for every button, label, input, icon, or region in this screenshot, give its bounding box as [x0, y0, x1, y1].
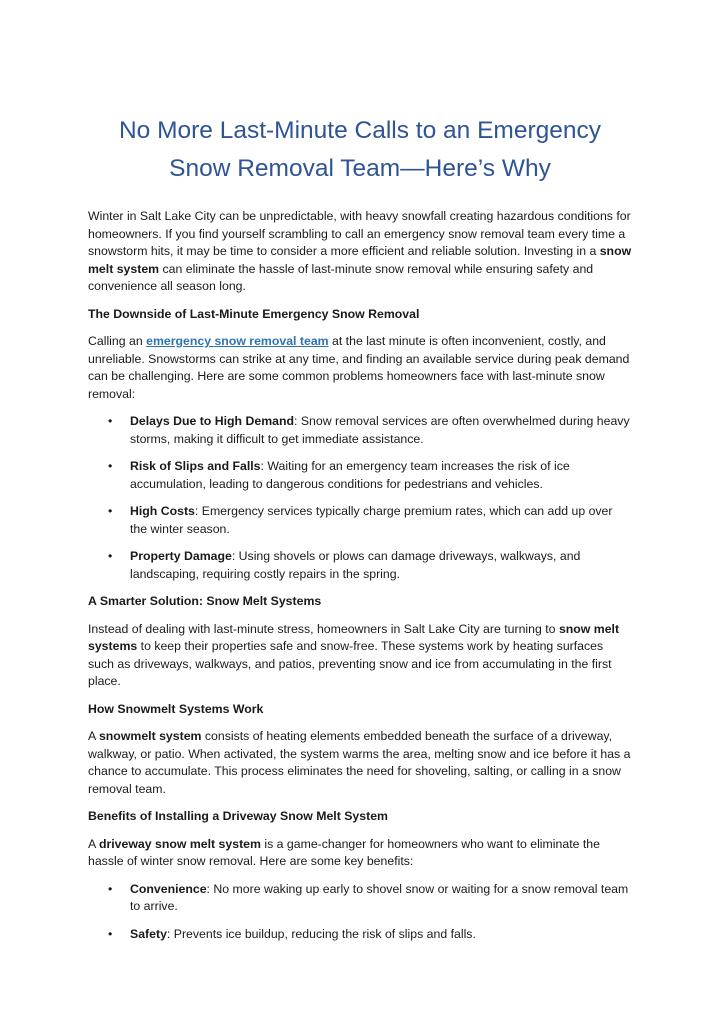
bullet-icon: •	[108, 459, 113, 473]
benefits-paragraph: A driveway snow melt system is a game-changer for homeowners who want to eliminate the hassle of winter snow removal. Here are some key benefits:	[88, 836, 600, 868]
section-heading-how-it-works: How Snowmelt Systems Work	[88, 701, 264, 716]
section-heading-benefits: Benefits of Installing a Driveway Snow Melt System	[88, 809, 388, 823]
list-item: • Risk of Slips and Falls: Waiting for an emergency team increases the risk of ice accumulation, leading to dangerous conditions for pedestrians and vehicles.	[108, 459, 570, 491]
list-item: • High Costs: Emergency services typically charge premium rates, which can add up over the winter season.	[108, 504, 613, 536]
smarter-solution-paragraph: Instead of dealing with last-minute stress, homeowners in Salt Lake City are turning to snow melt systems to keep their properties safe and snow-free. These systems work by heating surfaces such as driveways, walkways, and patios, preventing snow and ice from accumulating in the first place.	[88, 621, 620, 688]
emergency-snow-removal-link[interactable]: emergency snow removal team	[146, 334, 329, 348]
bullet-icon: •	[108, 549, 113, 563]
list-item: • Safety: Prevents ice buildup, reducing the risk of slips and falls.	[88, 926, 632, 944]
bullet-icon: •	[108, 504, 113, 518]
list-item: • Delays Due to High Demand: Snow removal services are often overwhelmed during heavy storms, making it difficult to get immediate assistance.	[108, 414, 630, 446]
intro-paragraph: Winter in Salt Lake City can be unpredictable, with heavy snowfall creating hazardous conditions for homeowners. If you find yourself scrambling to call an emergency snow removal team every time a snowstorm hits, it may be time to consider a more efficient and reliable solution. Investing in a snow melt system can eliminate the hassle of last-minute snow removal while ensuring safety and convenience all season long.	[88, 209, 632, 293]
list-item: • Property Damage: Using shovels or plows can damage driveways, walkways, and landscaping, requiring costly repairs in the spring.	[108, 549, 581, 581]
bullet-icon: •	[108, 414, 113, 428]
bullet-icon: •	[108, 926, 113, 941]
intro-bold: snow melt system	[88, 244, 632, 276]
title-line-1: No More Last-Minute Calls to an Emergency	[118, 117, 602, 144]
benefits-list	[88, 881, 632, 944]
list-item: • Convenience: No more waking up early to shovel snow or waiting for a snow removal team to arrive.	[108, 881, 629, 913]
downside-paragraph: Calling an emergency snow removal team at the last minute is often inconvenient, costly, and unreliable. Snowstorms can strike at any time, and finding an available service during peak demand can be challenging. Here are some common problems homeowners face with last-minute snow removal:	[88, 334, 630, 401]
page-title	[88, 112, 632, 188]
section-heading-smarter-solution: A Smarter Solution: Snow Melt Systems	[88, 594, 322, 608]
downside-list	[88, 413, 632, 583]
section-heading-downside: The Downside of Last-Minute Emergency Snow Removal	[88, 306, 420, 321]
bullet-icon: •	[108, 881, 113, 896]
title-line-2: Snow Removal Team—Here’s Why	[169, 155, 551, 182]
how-it-works-paragraph: A snowmelt system consists of heating elements embedded beneath the surface of a driveway, walkway, or patio. When activated, the system warms the area, melting snow and ice before it has a chance to accumulate. This process eliminates the need for shoveling, salting, or calling in a snow removal team.	[88, 729, 631, 796]
